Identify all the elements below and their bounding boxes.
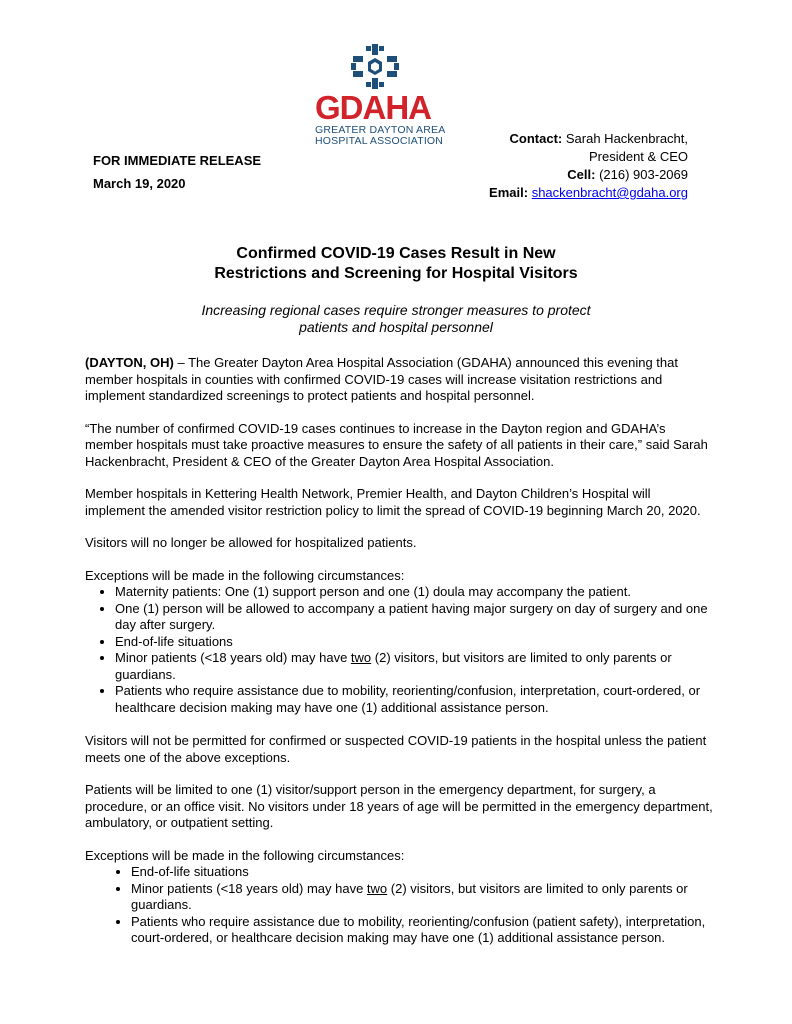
email-label: Email: bbox=[489, 185, 529, 200]
list-item: • End-of-life situations bbox=[115, 634, 713, 651]
list-item: • Patients who require assistance due to mobility, reorienting/confusion, interpretation, court-ordered, or healthcare decision making may have one (1) additional assistance person. bbox=[115, 683, 713, 716]
logo-subtitle-line1: GREATER DAYTON AREA bbox=[315, 124, 446, 136]
contact-label: Contact: bbox=[509, 131, 563, 146]
release-label: FOR IMMEDIATE RELEASE bbox=[93, 153, 262, 168]
exceptions-list bbox=[85, 584, 713, 716]
exceptions-heading: Exceptions will be made in the following circumstances: bbox=[85, 567, 405, 583]
cell-number: (216) 903-2069 bbox=[599, 167, 688, 182]
contact-block bbox=[489, 130, 688, 202]
paragraph-intro-text: – The Greater Dayton Area Hospital Association (GDAHA) announced this evening that member hospitals in counties with confirmed COVID-19 cases will increase visitation restrictions and implement standardized screenings to protect patients and hospital personnel. bbox=[85, 355, 678, 403]
logo-subtitle-line2: HOSPITAL ASSOCIATION bbox=[315, 135, 444, 147]
snowflake-emblem-icon bbox=[351, 44, 399, 90]
paragraph-intro bbox=[85, 355, 713, 405]
logo-subtitle bbox=[315, 125, 445, 147]
logo-wordmark: GDAHA bbox=[315, 89, 431, 126]
list-item: • Minor patients (<18 years old) may have two (2) visitors, but visitors are limited to only parents or guardians. bbox=[115, 650, 713, 683]
paragraph-emergency: Patients will be limited to one (1) visitor/support person in the emergency department, for surgery, a procedure, or an office visit. No visitors under 18 years of age will be permitted in the emergency department, ambulatory, or outpatient setting. bbox=[85, 782, 713, 830]
list-item: • Minor patients (<18 years old) may have two (2) visitors, but visitors are limited to only parents or guardians. bbox=[131, 881, 713, 914]
release-date: March 19, 2020 bbox=[93, 176, 186, 191]
exceptions-heading-2: Exceptions will be made in the following circumstances: bbox=[85, 847, 405, 863]
paragraph-quote: “The number of confirmed COVID-19 cases continues to increase in the Dayton region and GDAHA’s member hospitals must take proactive measures to ensure the safety of all patients in their care,” said Sarah Hackenbracht, President & CEO of the Greater Dayton Area Hospital Association. bbox=[85, 420, 708, 469]
dateline: (DAYTON, OH) bbox=[85, 355, 174, 370]
list-item: • End-of-life situations bbox=[131, 864, 713, 881]
list-item: • Patients who require assistance due to mobility, reorienting/confusion (patient safety), interpretation, court-ordered, or healthcare decision making may have one (1) additional assistance person. bbox=[131, 914, 713, 947]
paragraph-no-visitors: Visitors will no longer be allowed for hospitalized patients. bbox=[85, 535, 417, 550]
headline-line1: Confirmed COVID-19 Cases Result in New bbox=[236, 245, 556, 262]
paragraph-members: Member hospitals in Kettering Health Network, Premier Health, and Dayton Children’s Hospital will implement the amended visitor restriction policy to limit the spread of COVID-19 beginning March 20, 2020. bbox=[85, 486, 701, 518]
headline bbox=[0, 244, 792, 284]
article-body bbox=[85, 355, 713, 964]
subheadline bbox=[0, 302, 792, 336]
cell-label: Cell: bbox=[567, 167, 596, 182]
paragraph-covid-patients: Visitors will not be permitted for confirmed or suspected COVID-19 patients in the hospital unless the patient meets one of the above exceptions. bbox=[85, 733, 707, 765]
list-item: • Maternity patients: One (1) support person and one (1) doula may accompany the patient. bbox=[115, 584, 713, 601]
email-link[interactable]: shackenbracht@gdaha.org bbox=[531, 185, 688, 200]
subheadline-line2: patients and hospital personnel bbox=[299, 319, 493, 335]
list-item: • One (1) person will be allowed to accompany a patient having major surgery on day of surgery and one day after surgery. bbox=[115, 601, 713, 634]
headline-line2: Restrictions and Screening for Hospital Visitors bbox=[214, 265, 578, 282]
exceptions-list-2 bbox=[85, 864, 713, 947]
release-block bbox=[93, 149, 261, 195]
subheadline-line1: Increasing regional cases require stronger measures to protect bbox=[201, 302, 591, 318]
gdaha-logo bbox=[305, 44, 455, 152]
contact-name: Sarah Hackenbracht, bbox=[565, 131, 688, 146]
contact-title: President & CEO bbox=[589, 149, 688, 164]
